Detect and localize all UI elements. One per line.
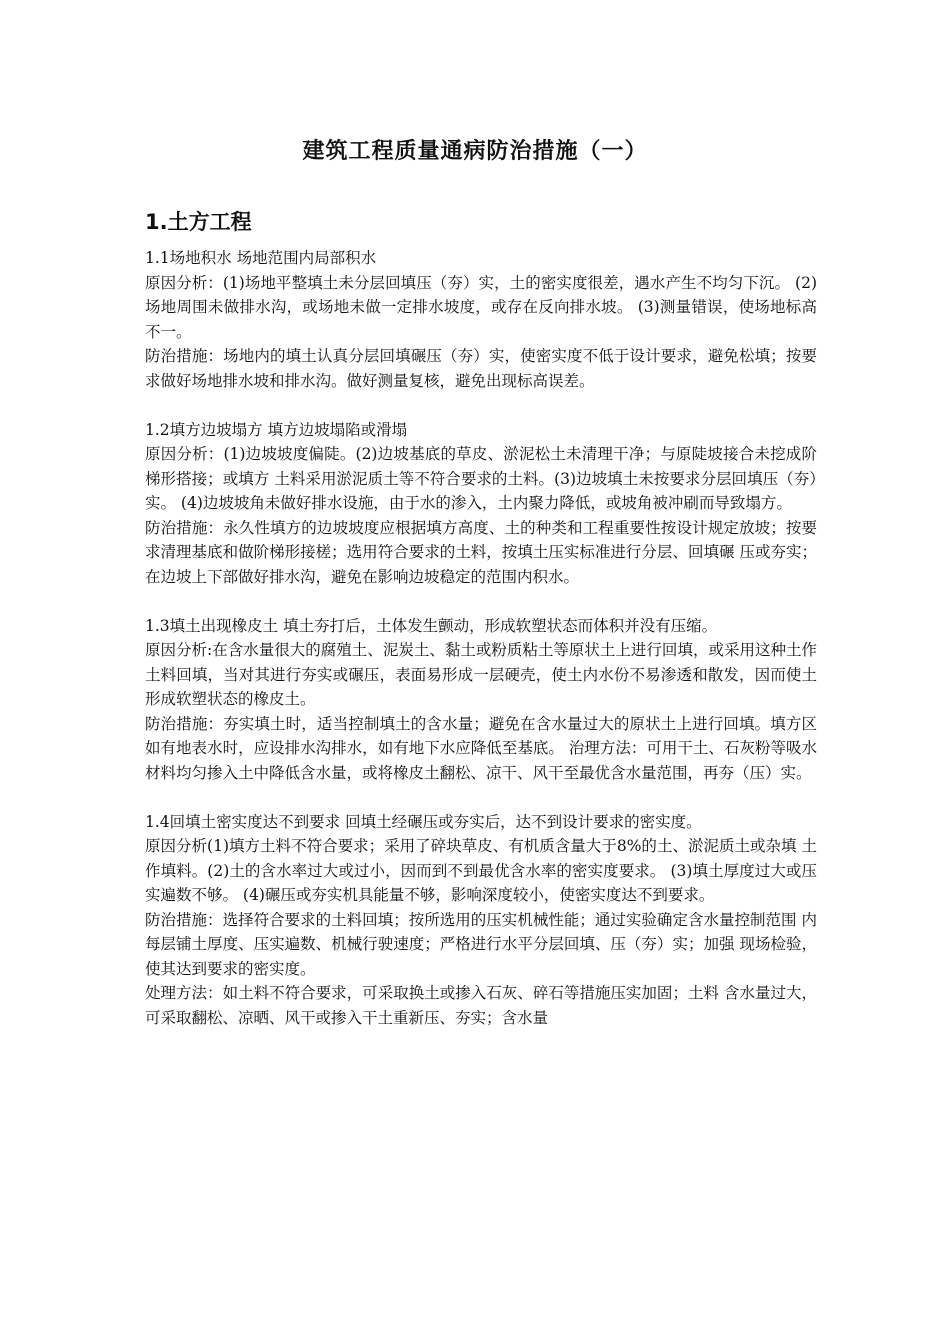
item-heading: 1.1场地积水 场地范围内局部积水 bbox=[145, 249, 377, 267]
document-body bbox=[145, 246, 817, 1055]
prevention-paragraph: 防治措施：永久性填方的边坡坡度应根据填方高度、土的种类和工程重要性按设计规定放坡；按要求清理基底和做阶梯形接槎；选用符合要求的土料，按填土压实标准进行分层、回填碾 压或夯实；在边坡上下部做好排水沟，避免在影响边坡稳定的范围内积水。 bbox=[145, 518, 817, 586]
prevention-paragraph: 防治措施：夯实填土时，适当控制填土的含水量；避免在含水量过大的原状土上进行回填。填方区如有地表水时，应设排水沟排水，如有地下水应降低至基底。 治理方法：可用干土、石灰粉等吸水材料均匀掺入土中降低含水量，或将橡皮土翻松、凉干、风干至最优含水量范围，再夯（压）实。 bbox=[145, 714, 817, 782]
item-heading: 1.4回填土密实度达不到要求 回填土经碾压或夯实后，达不到设计要求的密实度。 bbox=[145, 812, 702, 831]
item-heading: 1.2填方边坡塌方 填方边坡塌陷或滑塌 bbox=[145, 420, 408, 439]
cause-analysis-paragraph: 原因分析：(1)场地平整填土未分层回填压（夯）实，土的密实度很差，遇水产生不均匀下沉。 (2)场地周围未做排水沟，或场地未做一定排水坡度，或存在反向排水坡。 (3)测量错误，使场地标高不一。 bbox=[145, 273, 817, 341]
defect-item-1-2 bbox=[145, 418, 817, 590]
prevention-paragraph: 防治措施：选择符合要求的土料回填；按所选用的压实机械性能；通过实验确定含水量控制范围 内每层铺土厚度、压实遍数、机械行驶速度；严格进行水平分层回填、压（夯）实；加强 现场检验，使其达到要求的密实度。 bbox=[145, 910, 817, 978]
defect-item-1-1 bbox=[145, 246, 817, 393]
treatment-paragraph: 处理方法：如土料不符合要求，可采取换土或掺入石灰、碎石等措施压实加固；土料 含水量过大，可采取翻松、凉晒、风干或掺入干土重新压、夯实；含水量 bbox=[145, 984, 817, 1027]
defect-item-1-4 bbox=[145, 810, 817, 1031]
section-heading: 1.土方工程 bbox=[145, 210, 252, 234]
defect-item-1-3 bbox=[145, 614, 817, 786]
cause-analysis-paragraph: 原因分析(1)填方土料不符合要求；采用了碎块草皮、有机质含量大于8%的土、淤泥质土或杂填 土作填料。(2)土的含水率过大或过小，因而到不到最优含水率的密实度要求。 (3)填土厚度过大或压实遍数不够。 (4)碾压或夯实机具能量不够，影响深度较小，使密实度达不到要求。 bbox=[145, 837, 817, 904]
prevention-paragraph: 防治措施：场地内的填土认真分层回填碾压（夯）实，使密实度不低于设计要求，避免松填；按要求做好场地排水坡和排水沟。做好测量复核，避免出现标高误差。 bbox=[145, 347, 817, 390]
cause-analysis-paragraph: 原因分析:在含水量很大的腐殖土、泥炭土、黏土或粉质粘土等原状土上进行回填，或采用这种土作土料回填，当对其进行夯实或碾压，表面易形成一层硬壳，使土内水份不易渗透和散发，因而使土形成软塑状态的橡皮土。 bbox=[145, 641, 817, 708]
item-heading: 1.3填土出现橡皮土 填土夯打后，土体发生颤动，形成软塑状态而体积并没有压缩。 bbox=[145, 616, 718, 635]
cause-analysis-paragraph: 原因分析：(1)边坡坡度偏陡。(2)边坡基底的草皮、淤泥松土未清理干净；与原陡坡接合未挖成阶梯形搭接；或填方 土料采用淤泥质土等不符合要求的土料。(3)边坡填土未按要求分层回填压（夯）实。 (4)边坡坡角未做好排水设施，由于水的渗入，土内聚力降低，或坡角被冲刷而导致塌方。 bbox=[145, 445, 817, 512]
document-title: 建筑工程质量通病防治措施（一） bbox=[302, 139, 648, 164]
